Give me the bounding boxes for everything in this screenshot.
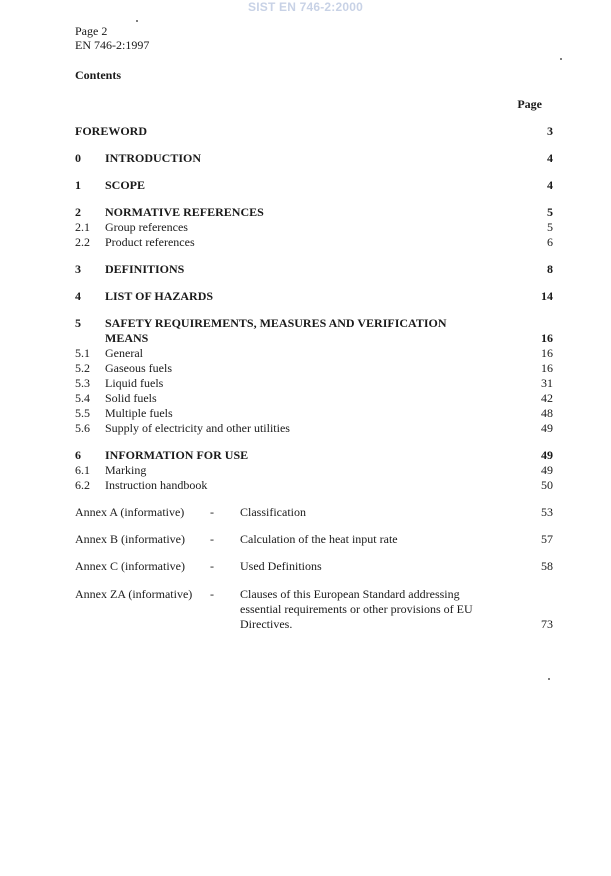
toc-subsection-number: 5.1 [75,346,90,360]
toc-section-title-scope[interactable]: SCOPE [105,178,146,192]
toc-annex-page: 73 [541,617,553,631]
toc-annex-label[interactable]: Annex C (informative) [75,559,185,573]
toc-section-title-definitions[interactable]: DEFINITIONS [105,262,185,276]
toc-section-title-information-for-use[interactable]: INFORMATION FOR USE [105,448,249,462]
toc-subsection-title[interactable]: Group references [105,220,188,234]
toc-subsection-number: 2.1 [75,220,90,234]
toc-section-page: 16 [541,331,553,345]
toc-subsection-number: 5.5 [75,406,90,420]
scan-speck [136,20,138,22]
toc-foreword-page: 3 [547,124,553,138]
toc-subsection-page: 50 [541,478,553,492]
toc-section-number: 1 [75,178,81,192]
toc-annex-title[interactable]: Used Definitions [240,559,322,573]
document-reference: EN 746-2:1997 [75,38,150,52]
toc-subsection-page: 49 [541,421,553,435]
toc-section-title-normative-references[interactable]: NORMATIVE REFERENCES [105,205,264,219]
toc-subsection-title[interactable]: Gaseous fuels [105,361,172,375]
toc-subsection-title[interactable]: Product references [105,235,195,249]
toc-section-title-introduction[interactable]: INTRODUCTION [105,151,202,165]
contents-heading: Contents [75,68,122,82]
toc-section-number: 6 [75,448,81,462]
toc-subsection-number: 5.4 [75,391,90,405]
toc-subsection-title[interactable]: Instruction handbook [105,478,208,492]
toc-section-page: 4 [547,151,553,165]
toc-section-title-list-of-hazards[interactable]: LIST OF HAZARDS [105,289,214,303]
toc-subsection-number: 6.1 [75,463,90,477]
toc-annex-title-line[interactable]: Directives. [240,617,293,631]
scan-speck [548,678,550,680]
toc-section-number: 2 [75,205,81,219]
toc-annex-label[interactable]: Annex B (informative) [75,532,185,546]
toc-annex-title-line[interactable]: Clauses of this European Standard addressing [240,587,460,601]
toc-subsection-title[interactable]: Multiple fuels [105,406,173,420]
watermark: SIST EN 746-2:2000 [248,0,363,14]
toc-subsection-title[interactable]: Solid fuels [105,391,157,405]
toc-section-number: 0 [75,151,81,165]
toc-section-page: 5 [547,205,553,219]
toc-section-page: 8 [547,262,553,276]
toc-annex-title[interactable]: Classification [240,505,306,519]
toc-section-number: 4 [75,289,81,303]
toc-subsection-title[interactable]: Marking [105,463,147,477]
toc-annex-dash: - [210,505,214,519]
toc-subsection-title[interactable]: Liquid fuels [105,376,164,390]
toc-annex-page: 58 [541,559,553,573]
toc-subsection-number: 5.2 [75,361,90,375]
toc-subsection-number: 5.6 [75,421,90,435]
toc-annex-dash: - [210,587,214,601]
toc-annex-page: 57 [541,532,553,546]
page-column-label: Page [517,97,542,111]
toc-annex-dash: - [210,559,214,573]
toc-subsection-page: 16 [541,346,553,360]
toc-section-page: 4 [547,178,553,192]
toc-annex-title-line[interactable]: essential requirements or other provisions of EU [240,602,473,616]
toc-subsection-title[interactable]: General [105,346,143,360]
toc-annex-label[interactable]: Annex A (informative) [75,505,185,519]
toc-subsection-page: 6 [547,235,553,249]
toc-annex-page: 53 [541,505,553,519]
scan-speck [560,58,562,60]
toc-subsection-page: 49 [541,463,553,477]
toc-subsection-page: 42 [541,391,553,405]
toc-section-number: 5 [75,316,81,330]
toc-annex-title[interactable]: Calculation of the heat input rate [240,532,398,546]
toc-subsection-number: 2.2 [75,235,90,249]
toc-subsection-page: 31 [541,376,553,390]
toc-section-title-safety-requirements-cont[interactable]: MEANS [105,331,149,345]
toc-subsection-page: 48 [541,406,553,420]
toc-subsection-number: 5.3 [75,376,90,390]
page-number: Page 2 [75,24,108,38]
toc-subsection-title[interactable]: Supply of electricity and other utilities [105,421,290,435]
toc-section-page: 49 [541,448,553,462]
toc-subsection-page: 5 [547,220,553,234]
toc-annex-label[interactable]: Annex ZA (informative) [75,587,193,601]
toc-foreword-title[interactable]: FOREWORD [75,124,147,138]
toc-annex-dash: - [210,532,214,546]
toc-subsection-page: 16 [541,361,553,375]
toc-section-number: 3 [75,262,81,276]
toc-section-title-safety-requirements[interactable]: SAFETY REQUIREMENTS, MEASURES AND VERIFICATION [105,316,447,330]
toc-section-page: 14 [541,289,553,303]
toc-subsection-number: 6.2 [75,478,90,492]
